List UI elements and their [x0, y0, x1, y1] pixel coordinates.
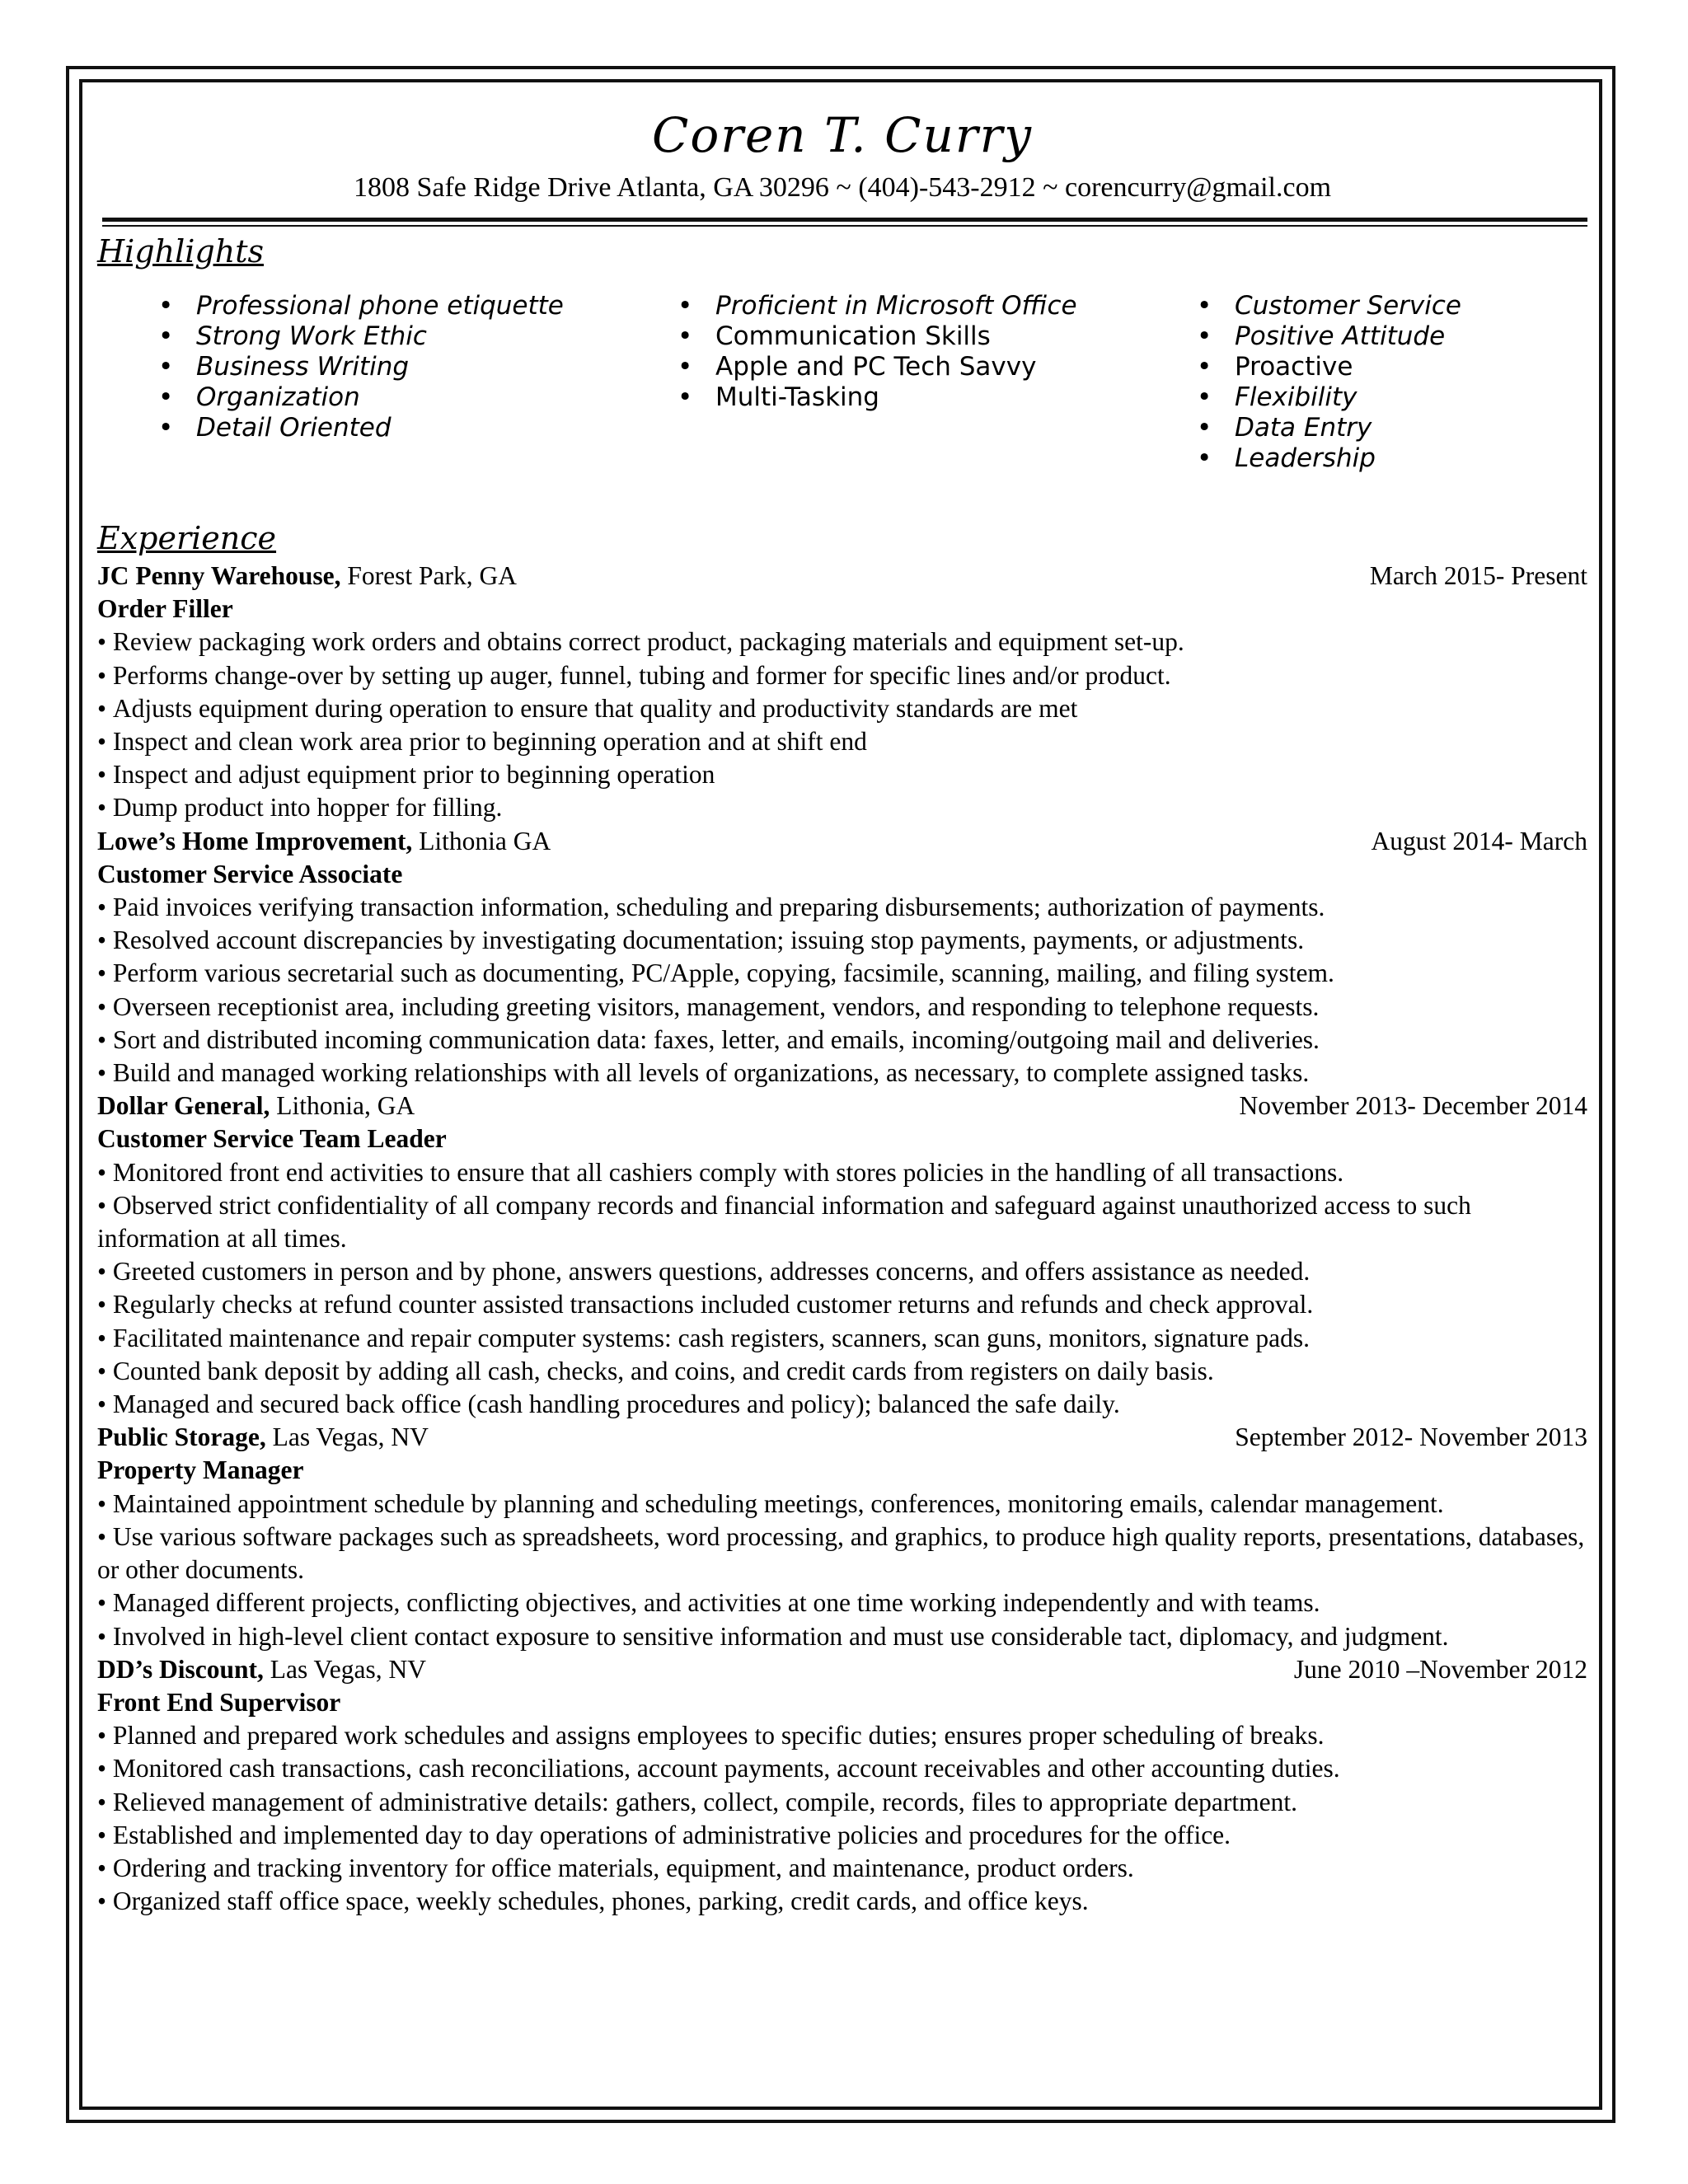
- duty-item: • Review packaging work orders and obtains correct product, packaging materials and equipment set-up.: [97, 626, 1587, 658]
- header-divider-thin: [102, 225, 1587, 227]
- highlight-item: • Apple and PC Tech Savvy: [617, 352, 1136, 382]
- duty-item: • Ordering and tracking inventory for office materials, equipment, and maintenance, product orders.: [97, 1852, 1587, 1885]
- job-location: Lithonia GA: [412, 826, 551, 855]
- job-location: Las Vegas, NV: [265, 1422, 429, 1452]
- job-entry: [97, 560, 1587, 825]
- duty-item: • Use various software packages such as spreadsheets, word processing, and graphics, to produce high quality reports, presentations, databases, or other documents.: [97, 1521, 1587, 1586]
- duty-item: • Relieved management of administrative details: gathers, collect, compile, records, files to appropriate department.: [97, 1786, 1587, 1819]
- employer-name: Public Storage,: [97, 1422, 266, 1452]
- highlight-item: • Customer Service: [1136, 291, 1581, 321]
- duty-item: • Inspect and adjust equipment prior to beginning operation: [97, 758, 1587, 791]
- highlights-column-1: [97, 291, 617, 474]
- job-location: Lithonia, GA: [270, 1091, 415, 1121]
- job-entry: [97, 1421, 1587, 1652]
- job-duties: [97, 1488, 1587, 1653]
- highlight-item: • Leadership: [1136, 443, 1581, 474]
- job-entry: [97, 1653, 1587, 1919]
- duty-item: • Build and managed working relationships with all levels of organizations, as necessary, to complete assigned tasks.: [97, 1057, 1587, 1090]
- duty-item: • Involved in high-level client contact exposure to sensitive information and must use considerable tact, diplomacy, and judgment.: [97, 1620, 1587, 1653]
- highlight-item: • Business Writing: [97, 352, 617, 382]
- experience-list: [97, 560, 1587, 1918]
- job-title: Property Manager: [97, 1455, 304, 1485]
- duty-item: • Dump product into hopper for filling.: [97, 791, 1587, 824]
- duty-item: • Monitored cash transactions, cash reconciliations, account payments, account receivables and other accounting duties.: [97, 1752, 1587, 1785]
- job-employer-line: [97, 1090, 415, 1122]
- duty-item: • Inspect and clean work area prior to beginning operation and at shift end: [97, 725, 1587, 758]
- job-employer-line: [97, 560, 517, 593]
- duty-item: • Managed different projects, conflicting objectives, and activities at one time working independently and with teams.: [97, 1586, 1587, 1619]
- highlight-item: • Flexibility: [1136, 382, 1581, 413]
- highlight-item: • Positive Attitude: [1136, 321, 1581, 352]
- job-entry: [97, 825, 1587, 1090]
- highlight-item: • Detail Oriented: [97, 413, 617, 443]
- duty-item: • Performs change-over by setting up auger, funnel, tubing and former for specific lines and/or product.: [97, 659, 1587, 692]
- job-dates: September 2012- November 2013: [1235, 1422, 1587, 1452]
- duty-item: • Monitored front end activities to ensure that all cashiers comply with stores policies in the handling of all transactions.: [97, 1156, 1587, 1189]
- duty-item: • Organized staff office space, weekly schedules, phones, parking, credit cards, and office keys.: [97, 1885, 1587, 1918]
- highlights-list: [97, 291, 1587, 474]
- job-title: Order Filler: [97, 594, 233, 624]
- duty-item: • Managed and secured back office (cash handling procedures and policy); balanced the safe daily.: [97, 1388, 1587, 1421]
- job-dates: August 2014- March: [1371, 826, 1587, 855]
- job-entry: [97, 1090, 1587, 1421]
- candidate-name: Coren T. Curry: [651, 107, 1034, 163]
- employer-name: Dollar General,: [97, 1091, 270, 1121]
- duty-item: • Facilitated maintenance and repair computer systems: cash registers, scanners, scan guns, monitors, signature pads.: [97, 1322, 1587, 1355]
- highlight-item: • Communication Skills: [617, 321, 1136, 352]
- duty-item: • Sort and distributed incoming communication data: faxes, letter, and emails, incoming/outgoing mail and deliveries.: [97, 1024, 1587, 1057]
- highlights-heading: Highlights: [97, 233, 264, 269]
- duty-item: • Perform various secretarial such as documenting, PC/Apple, copying, facsimile, scanning, mailing, and filing system.: [97, 957, 1587, 990]
- duty-item: • Resolved account discrepancies by investigating documentation; issuing stop payments, payments, or adjustments.: [97, 924, 1587, 957]
- header-divider: [102, 218, 1587, 222]
- job-dates: March 2015- Present: [1369, 561, 1587, 590]
- job-title: Front End Supervisor: [97, 1687, 341, 1717]
- duty-item: • Adjusts equipment during operation to ensure that quality and productivity standards are met: [97, 692, 1587, 725]
- resume-content: [97, 104, 1587, 1918]
- highlight-item: • Strong Work Ethic: [97, 321, 617, 352]
- duty-item: • Established and implemented day to day operations of administrative policies and procedures for the office.: [97, 1819, 1587, 1852]
- duty-item: • Overseen receptionist area, including greeting visitors, management, vendors, and responding to telephone requests.: [97, 991, 1587, 1024]
- job-header: [97, 1653, 1587, 1686]
- job-duties: [97, 1156, 1587, 1422]
- highlight-item: • Professional phone etiquette: [97, 291, 617, 321]
- employer-name: DD’s Discount,: [97, 1654, 264, 1684]
- job-duties: [97, 1719, 1587, 1918]
- job-header: [97, 1090, 1587, 1122]
- job-duties: [97, 891, 1587, 1090]
- highlights-column-3: [1136, 291, 1581, 474]
- job-duties: [97, 626, 1587, 824]
- employer-name: JC Penny Warehouse,: [97, 561, 341, 590]
- job-dates: November 2013- December 2014: [1239, 1091, 1587, 1121]
- duty-item: • Planned and prepared work schedules and assigns employees to specific duties; ensures proper scheduling of breaks.: [97, 1719, 1587, 1752]
- duty-item: • Paid invoices verifying transaction information, scheduling and preparing disbursements; authorization of payments.: [97, 891, 1587, 924]
- employer-name: Lowe’s Home Improvement,: [97, 826, 413, 855]
- highlight-item: • Proactive: [1136, 352, 1581, 382]
- duty-item: • Maintained appointment schedule by planning and scheduling meetings, conferences, monitoring emails, calendar management.: [97, 1488, 1587, 1521]
- job-header: [97, 825, 1587, 858]
- contact-line: 1808 Safe Ridge Drive Atlanta, GA 30296 ~ (404)-543-2912 ~ corencurry@gmail.com: [353, 172, 1332, 203]
- highlight-item: • Proficient in Microsoft Office: [617, 291, 1136, 321]
- highlight-item: • Multi-Tasking: [617, 382, 1136, 413]
- job-location: Las Vegas, NV: [263, 1654, 426, 1684]
- job-header: [97, 1421, 1587, 1454]
- job-title: Customer Service Associate: [97, 859, 403, 888]
- job-dates: June 2010 –November 2012: [1293, 1654, 1587, 1684]
- highlight-item: • Organization: [97, 382, 617, 413]
- job-title: Customer Service Team Leader: [97, 1124, 447, 1154]
- job-employer-line: [97, 825, 551, 858]
- highlights-column-2: [617, 291, 1136, 474]
- job-location: Forest Park, GA: [340, 561, 517, 590]
- highlight-item: • Data Entry: [1136, 413, 1581, 443]
- job-employer-line: [97, 1421, 429, 1454]
- duty-item: • Counted bank deposit by adding all cash, checks, and coins, and credit cards from registers on daily basis.: [97, 1355, 1587, 1388]
- job-header: [97, 560, 1587, 593]
- duty-item: • Greeted customers in person and by phone, answers questions, addresses concerns, and offers assistance as needed.: [97, 1255, 1587, 1288]
- duty-item: • Regularly checks at refund counter assisted transactions included customer returns and refunds and check approval.: [97, 1288, 1587, 1321]
- experience-heading: Experience: [97, 520, 277, 556]
- duty-item: • Observed strict confidentiality of all company records and financial information and safeguard against unauthorized access to such information at all times.: [97, 1189, 1587, 1255]
- job-employer-line: [97, 1653, 426, 1686]
